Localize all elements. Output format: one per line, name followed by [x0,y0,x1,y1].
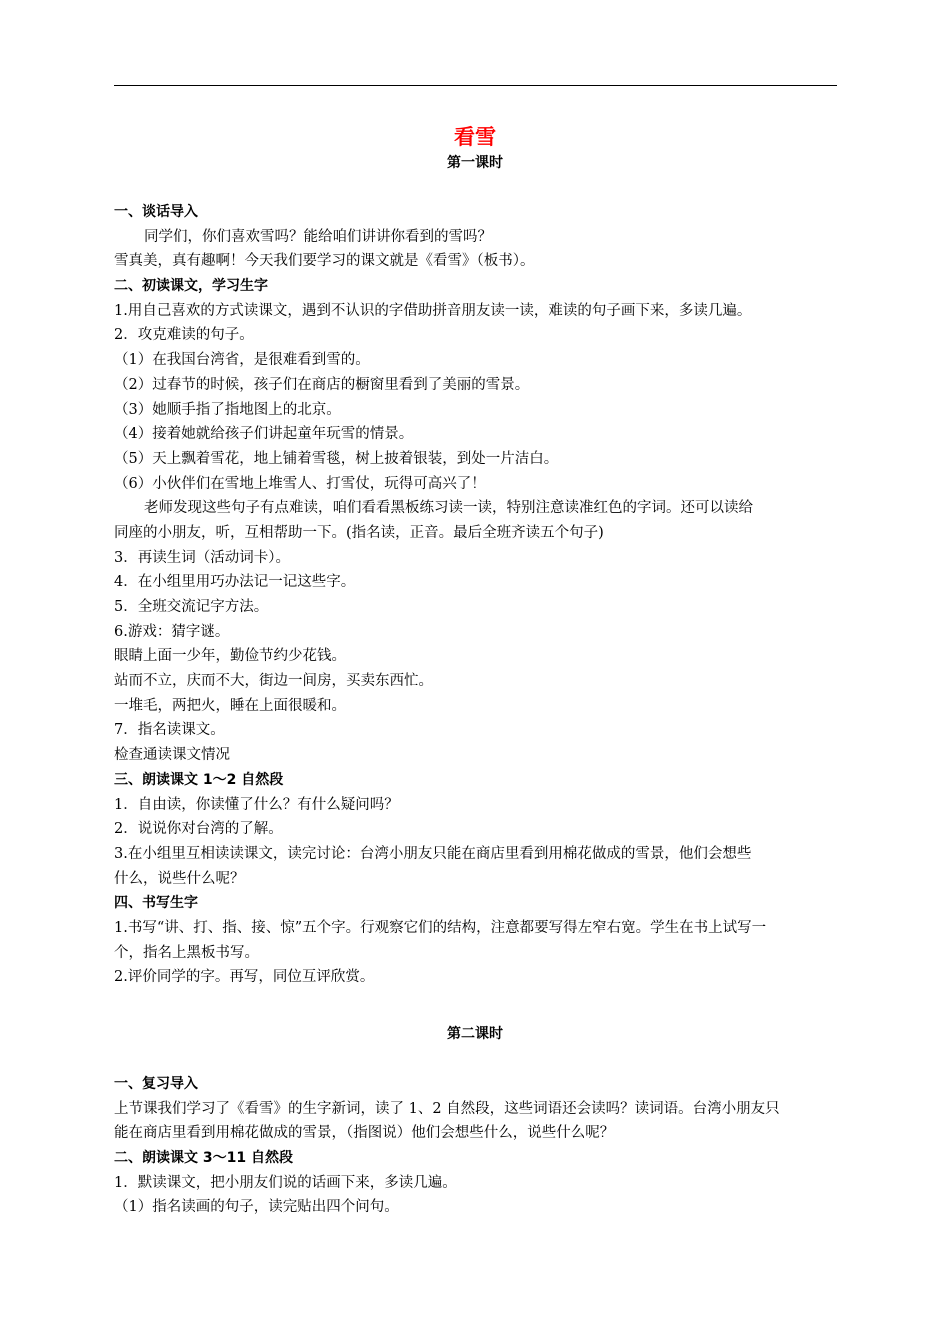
lesson2-heading: 第二课时 [447,1026,503,1042]
paragraph-line: 老师发现这些句子有点难读，咱们看看黑板练习读一读，特别注意读准红色的字词。还可以读给 [144,500,753,517]
paragraph-line: 2.评价同学的字。再写，同位互评欣赏。 [114,969,375,986]
paragraph-line: 个，指名上黑板书写。 [114,944,259,961]
paragraph-line: 1．自由读，你读懂了什么？有什么疑问吗？ [114,796,399,813]
paragraph-line: 能在商店里看到用棉花做成的雪景，（指图说）他们会想些什么，说些什么呢？ [114,1125,615,1142]
paragraph-line: 3.在小组里互相读读课文，读完讨论：台湾小朋友只能在商店里看到用棉花做成的雪景，他们会想些 [114,845,752,862]
header-rule [114,85,837,86]
paragraph-line: （3）她顺手指了指地图上的北京。 [114,401,341,418]
paragraph-line: 4．在小组里用巧办法记一记这些字。 [114,574,356,591]
paragraph-line: （6）小伙伴们在雪地上堆雪人、打雪仗，玩得可高兴了！ [114,475,486,492]
section-heading: 二、初读课文，学习生字 [114,278,268,295]
section-heading: 三、朗读课文 1～2 自然段 [114,771,284,788]
paragraph-line: （1）在我国台湾省，是很难看到雪的。 [114,352,370,369]
lesson1-body [114,200,837,990]
paragraph-line: 同学们，你们喜欢雪吗？能给咱们讲讲你看到的雪吗？ [144,228,492,245]
paragraph-line: 2．说说你对台湾的了解。 [114,821,283,838]
document-title: 看雪 [454,125,496,149]
section-heading: 二、朗读课文 3～11 自然段 [114,1150,293,1167]
paragraph-line: （2）过春节的时候，孩子们在商店的橱窗里看到了美丽的雪景。 [114,376,530,393]
paragraph-line: （4）接着她就给孩子们讲起童年玩雪的情景。 [114,426,414,443]
section-heading: 一、谈话导入 [114,204,198,220]
paragraph-line: 上节课我们学习了《看雪》的生字新词，读了 1、2 自然段，这些词语还会读吗？读词语。台湾小朋友只 [114,1100,780,1117]
paragraph-line: （5）天上飘着雪花，地上铺着雪毯，树上披着银装，到处一片洁白。 [114,450,559,467]
section-heading: 四、书写生字 [114,895,198,912]
paragraph-line: 1.书写“讲、打、指、接、惊”五个字。行观察它们的结构，注意都要写得左窄右宽。学生在书上试写一 [114,919,767,936]
paragraph-line: 检查通读课文情况 [114,747,230,764]
paragraph-line: 同座的小朋友，听，互相帮助一下。(指名读，正音。最后全班齐读五个句子) [114,524,604,541]
paragraph-line: 2．攻克难读的句子。 [114,327,254,344]
lesson1-heading: 第一课时 [447,155,503,171]
paragraph-line: 5．全班交流记字方法。 [114,599,269,615]
paragraph-line: 6.游戏：猜字谜。 [114,623,230,640]
paragraph-line: 眼睛上面一少年，勤俭节约少花钱。 [114,648,346,665]
paragraph-line: 一堆毛，两把火，睡在上面很暖和。 [114,697,346,714]
paragraph-line: 7．指名读课文。 [114,722,225,739]
paragraph-line: （1）指名读画的句子，读完贴出四个问句。 [114,1199,399,1216]
lesson2-body [114,1072,837,1220]
section-heading: 一、复习导入 [114,1076,198,1092]
paragraph-line: 雪真美，真有趣啊！今天我们要学习的课文就是《看雪》（板书）。 [114,253,535,270]
paragraph-line: 1.用自己喜欢的方式读课文，遇到不认识的字借助拼音朋友读一读，难读的句子画下来，多读几遍。 [114,302,752,319]
paragraph-line: 1．默读课文，把小朋友们说的话画下来，多读几遍。 [114,1174,457,1191]
paragraph-line: 什么，说些什么呢？ [114,870,245,887]
paragraph-line: 站而不立，庆而不大，街边一间房，买卖东西忙。 [114,673,433,690]
paragraph-line: 3．再读生词（活动词卡）。 [114,549,290,566]
